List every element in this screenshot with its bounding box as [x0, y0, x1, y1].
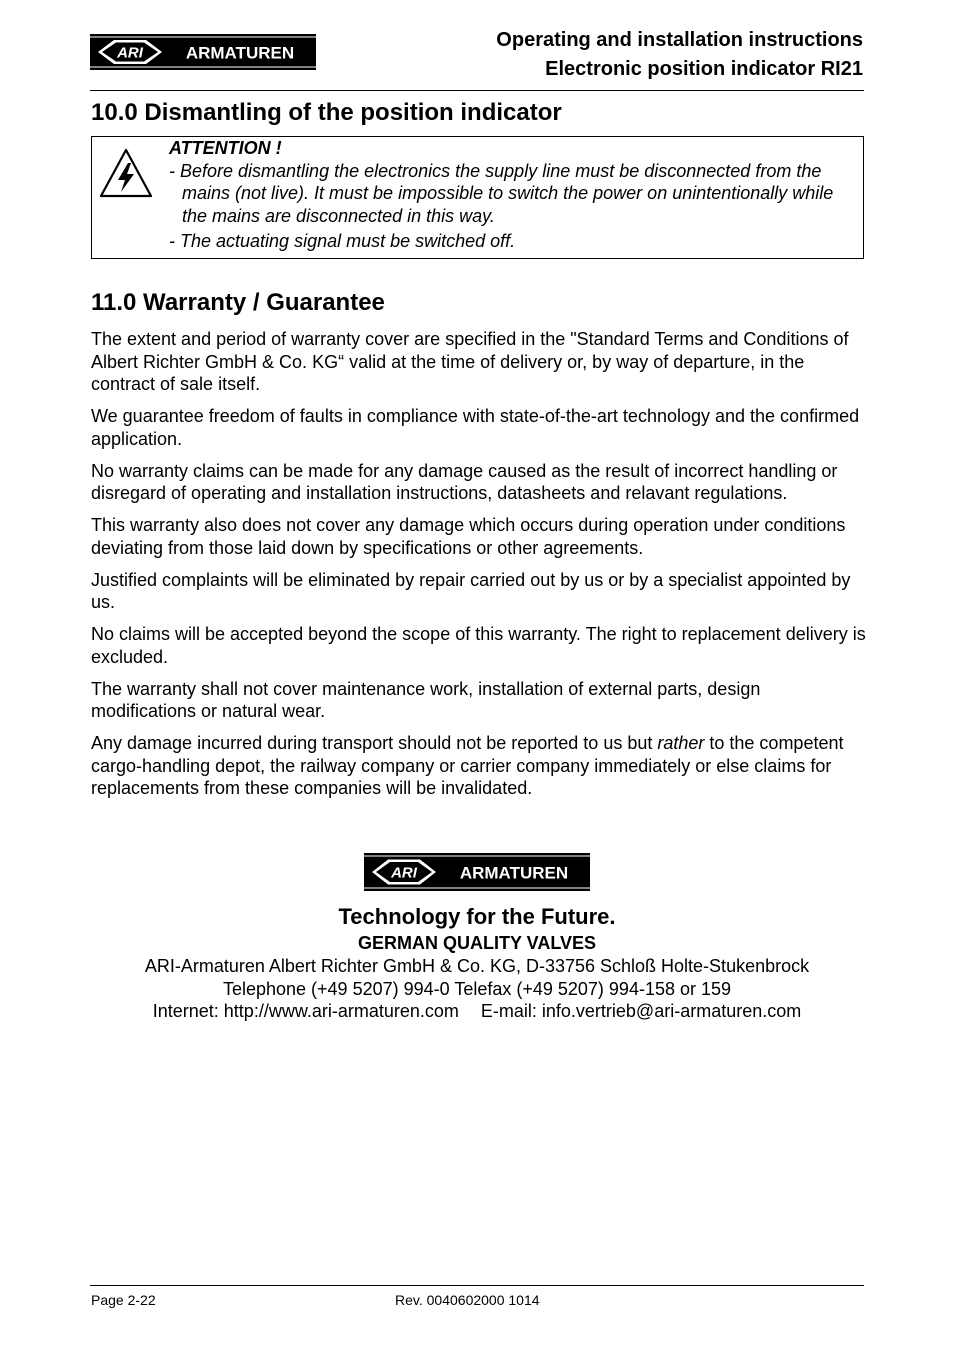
- attention-item: - The actuating signal must be switched off.: [169, 231, 516, 251]
- warranty-paragraph: We guarantee freedom of faults in compliance with state-of-the-art technology and the confirmed application.: [91, 406, 860, 449]
- svg-text:ARI: ARI: [117, 44, 143, 62]
- company-contact: [0, 903, 954, 1023]
- ari-armaturen-logo: [90, 34, 316, 70]
- company-web-email: [0, 1000, 954, 1023]
- attention-item: - Before dismantling the electronics the supply line must be disconnected from the mains (not live). It must be impossible to switch the power on unintentionally while the mains are disconnected in this way.: [169, 160, 834, 226]
- warranty-paragraph: [91, 732, 866, 800]
- svg-text:ARMATUREN: ARMATUREN: [459, 863, 569, 883]
- warranty-paragraph: No claims will be accepted beyond the scope of this warranty. The right to replacement delivery is excluded.: [91, 624, 866, 667]
- company-address: ARI-Armaturen Albert Richter GmbH & Co. KG, D-33756 Schloß Holte-Stukenbrock: [144, 956, 810, 976]
- document-title-line1: Operating and installation instructions: [496, 29, 863, 51]
- warranty-paragraph: Justified complaints will be eliminated by repair carried out by us or by a specialist appointed by us.: [91, 569, 851, 612]
- document-title-line2: Electronic position indicator RI21: [545, 58, 863, 80]
- revision-number: Rev. 0040602000 1014: [395, 1292, 540, 1308]
- header-divider: [90, 90, 864, 91]
- warranty-text-span: to the competent cargo-handling depot, the railway company or carrier company immediately or else claims for replacements from these companies will be invalidated.: [91, 733, 844, 798]
- document-title: [496, 26, 863, 84]
- email-link[interactable]: E-mail: info.vertrieb@ari-armaturen.com: [480, 1001, 802, 1021]
- company-phone: Telephone (+49 5207) 994-0 Telefax (+49 5207) 994-158 or 159: [222, 978, 732, 999]
- warranty-text: [91, 328, 866, 809]
- high-voltage-warning-icon: [98, 147, 154, 199]
- tagline: Technology for the Future.: [338, 904, 616, 929]
- attention-text: [169, 137, 855, 253]
- warranty-paragraph: No warranty claims can be made for any damage caused as the result of incorrect handling or disregard of operating and installation instructions, datasheets and relavant regulations.: [91, 460, 838, 503]
- svg-text:ARI: ARI: [391, 864, 417, 882]
- emphasis-text: rather: [657, 733, 705, 753]
- warranty-text-span: Any damage incurred during transport should not be reported to us but: [91, 733, 658, 753]
- attention-title: ATTENTION !: [169, 138, 282, 158]
- section-11-heading: 11.0 Warranty / Guarantee: [91, 289, 385, 316]
- section-10-heading: 10.0 Dismantling of the position indicator: [91, 99, 562, 126]
- quality-slogan: GERMAN QUALITY VALVES: [357, 933, 597, 953]
- attention-box: [91, 136, 864, 259]
- warranty-paragraph: This warranty also does not cover any damage which occurs during operation under conditions deviating from those laid down by specifications or other agreements.: [91, 515, 846, 558]
- svg-text:ARMATUREN: ARMATUREN: [185, 43, 295, 63]
- page-number: Page 2-22: [91, 1292, 156, 1308]
- website-link[interactable]: Internet: http://www.ari-armaturen.com: [152, 1001, 459, 1021]
- warranty-paragraph: The warranty shall not cover maintenance work, installation of external parts, design modifications or natural wear.: [91, 678, 761, 721]
- footer-divider: [90, 1285, 864, 1286]
- ari-armaturen-logo: [364, 853, 590, 889]
- warranty-paragraph: The extent and period of warranty cover are specified in the "Standard Terms and Conditions of Albert Richter GmbH & Co. KG“ valid at the time of delivery or, by way of departure, in the contract of sale itself.: [91, 329, 849, 394]
